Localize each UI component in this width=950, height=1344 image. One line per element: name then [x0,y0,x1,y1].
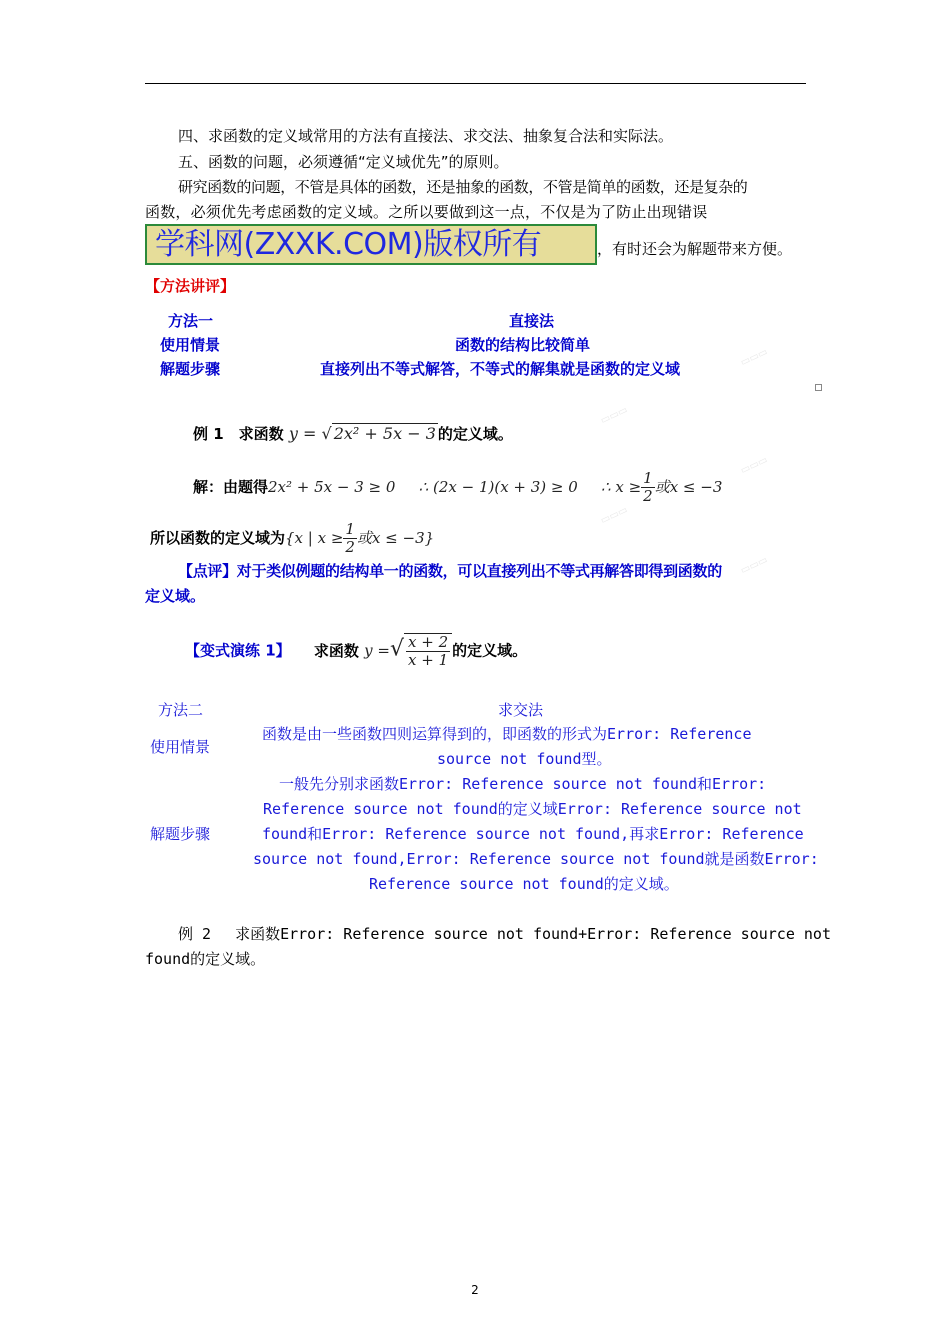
method1-steps: 直接列出不等式解答，不等式的解集就是函数的定义域 [320,360,681,378]
variant1-prefix: 求函数 [313,641,359,660]
watermark-mark: ▭▭▭ [599,504,630,527]
page-number: 2 [471,1283,479,1297]
example1-line [193,422,513,446]
method1-steps-label: 解题步骤 [160,360,221,378]
variant1-label: 【变式演练 1】 [185,641,291,660]
method2-steps-3: found和Error: Reference source not found,再求Error: Reference [262,825,804,843]
watermark-mark: ▭▭▭ [739,454,770,477]
solution-step-1: 2x² + 5x − 3 ≥ 0 [268,478,396,496]
answer-set-a: {x | x ≥ [285,529,344,547]
method2-steps-5: Reference source not found的定义域。 [369,875,679,893]
example1-expression: y = √ 2x² + 5x − 3 [288,424,436,443]
solution-step-3a: ∴ x ≥ [601,478,642,496]
example2-line-2: found的定义域。 [145,950,266,968]
watermark-mark: ▭▭▭ [599,404,630,427]
watermark-mark: ▭▭▭ [739,554,770,577]
paragraph-line-3: 研究函数的问题，不管是具体的函数，还是抽象的函数，不管是简单的函数，还是复杂的 [178,178,748,196]
example1-answer [150,521,434,556]
paragraph-line-5: ，有时还会为解题带来方便。 [597,240,793,258]
variant1-fraction: $\frac{x + 2}{x + 1}$ [404,633,452,669]
method2-steps-2: Reference source not found的定义域Error: Reference source not [263,800,802,818]
solution-step-2: ∴ (2x − 1)(x + 3) ≥ 0 [418,478,578,496]
watermark-mark: ▭▭▭ [739,346,770,369]
example1-prefix: 例 1 求函数 [193,425,284,443]
variant1-suffix: 的定义域。 [452,641,528,660]
answer-label: 所以函数的定义域为 [150,529,286,547]
solution-label: 解：由题得 [193,478,269,496]
method2-scene-label: 使用情景 [150,738,211,756]
solution-step-3b: 或x ≤ −3 [654,478,723,496]
example1-solution [193,470,722,505]
fraction-one-half: $\frac{1}{2}$ [643,469,653,505]
method2-steps-label: 解题步骤 [150,825,211,843]
method2-steps-1: 一般先分别求函数Error: Reference source not found和Error: [279,775,767,793]
method1-scene-label: 使用情景 [160,336,221,354]
method1-scene: 函数的结构比较简单 [455,336,591,354]
method2-name: 求交法 [498,701,544,719]
paragraph-line-4: 函数，必须优先考虑函数的定义域。之所以要做到这一点，不仅是为了防止出现错误 [145,203,708,221]
method2-scene-1: 函数是由一些函数四则运算得到的，即函数的形式为Error: Reference [262,725,752,743]
example2-line-1: 例 2 求函数Error: Reference source not found+Error: Reference source not [178,925,831,943]
header-rule [145,83,806,84]
comment-line-2: 定义域。 [145,587,206,605]
method1-name: 直接法 [509,312,555,330]
paragraph-line-1: 四、求函数的定义域常用的方法有直接法、求交法、抽象复合法和实际法。 [178,127,674,145]
paragraph-line-2: 五、函数的问题，必须遵循“定义域优先”的原则。 [178,153,509,171]
example1-suffix: 的定义域。 [437,425,513,443]
sqrt-icon: √ [389,636,404,662]
comment-line-1: 【点评】对于类似例题的结构单一的函数，可以直接列出不等式再解答即得到函数的 [178,562,722,580]
method2-scene-2: source not found型。 [437,750,612,768]
section-title: 【方法讲评】 [145,277,236,295]
answer-fraction: $\frac{1}{2}$ [345,520,355,556]
method2-steps-4: source not found,Error: Reference source not found就是函数Error: [253,850,819,868]
method1-label: 方法一 [168,312,214,330]
method2-label: 方法二 [158,701,204,719]
resize-handle[interactable] [815,384,822,391]
copyright-banner: 学科网(ZXXK.COM)版权所有 [145,224,597,265]
variant1-y: y = [364,641,390,660]
variant1-line [185,633,527,669]
answer-set-b: 或x ≤ −3} [356,529,435,547]
